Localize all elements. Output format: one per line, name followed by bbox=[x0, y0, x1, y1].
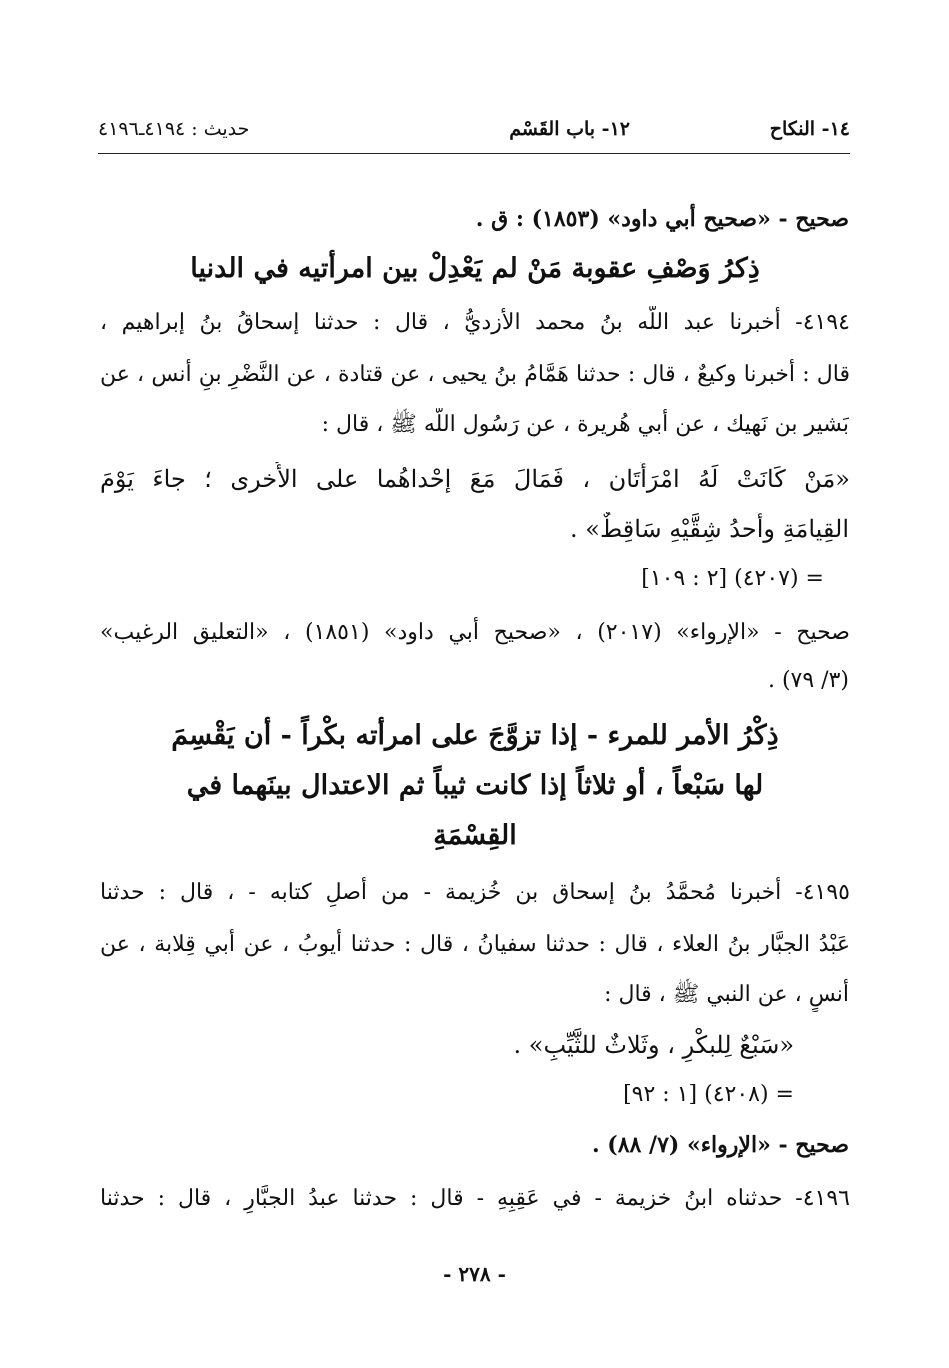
hadith-isnad-line: أنسٍ ، عن النبي ﷺ ، قال : bbox=[604, 982, 849, 1007]
hadith-isnad-line: ٤١٩٤- أخبرنا عبد اللَّه بنُ محمد الأزديُّ ، قال : حدثنا إسحاقُ بنُ إبراهيم ، bbox=[100, 310, 850, 335]
cross-reference: = (٤٢٠٧) [٢ : ١٠٩] bbox=[641, 566, 824, 591]
section-heading: ذِكْرُ الأمر للمرء - إذا تزوَّجَ على امرأته بكْراً - أن يَقْسِمَ bbox=[171, 720, 779, 751]
running-header bbox=[98, 118, 850, 150]
hadith-isnad-line: بَشير بن نَهيك ، عن أبي هُريرة ، عن رَسُول اللَّه ﷺ ، قال : bbox=[321, 412, 849, 437]
header-hadith-range: حديث : ٤١٩٤ـ٤١٩٦ bbox=[98, 118, 250, 140]
section-heading: ذِكرُ وَصْفِ عقوبة مَنْ لم يَعْدِلْ بين امرأتيه في الدنيا bbox=[190, 253, 760, 284]
hadith-isnad-line: قال : أخبرنا وكيعٌ ، قال : حدثنا هَمَّامُ بنُ يحيى ، عن قتادة ، عن النَّضْرِ بنِ أنس ، عن bbox=[100, 362, 850, 387]
hadith-matn-line: القِيامَةِ وأَحدُ شِقَّيْهِ سَاقِطٌ» . bbox=[570, 515, 849, 543]
header-book-title: ١٤- النكاح bbox=[769, 118, 850, 140]
header-divider bbox=[98, 153, 850, 154]
page-number: - ٢٧٨ - bbox=[443, 1262, 506, 1286]
grading-line: صحيح - «صحيح أبي داود» (١٨٥٣) : ق . bbox=[475, 206, 849, 232]
header-chapter-title: ١٢- باب القَسْم bbox=[509, 118, 630, 140]
hadith-isnad-line: ٤١٩٥- أخبرنا مُحمَّدُ بنُ إسحاق بن خُزيمة - من أصلِ كتابه - ، قال : حدثنا bbox=[100, 880, 850, 905]
hadith-isnad-line: ٤١٩٦- حدثناه ابنُ خزيمة - في عَقِبِهِ - قال : حدثنا عبدُ الجبَّارِ ، قال : حدثنا bbox=[100, 1186, 850, 1211]
section-heading: لها سَبْعاً ، أو ثلاثاً إذا كانت ثيباً ثم الاعتدال بينَهما في bbox=[186, 770, 764, 801]
hadith-matn-line: «مَنْ كَانَتْ لَهُ امْرَأَتَان ، فَمَالَ مَعَ إحْداهُما على الأُخرى ؛ جاءَ يَوْمَ bbox=[100, 465, 850, 493]
grading-line: صحيح - «الإرواء» (٧/ ٨٨) . bbox=[591, 1132, 849, 1158]
hadith-isnad-line: عَبْدُ الجبَّار بنُ العلاء ، قال : حدثنا سفيانُ ، قال : حدثنا أيوبُ ، عن أبي قِلابة ، عن bbox=[100, 932, 850, 957]
section-heading: القِسْمَةِ bbox=[433, 820, 517, 851]
hadith-matn-line: «سَبْعٌ لِلبكْرِ ، وثَلاثٌ للثَّيِّبِ» . bbox=[513, 1031, 794, 1059]
cross-reference: = (٤٢٠٨) [١ : ٩٢] bbox=[623, 1082, 794, 1107]
grading-line: (٣/ ٧٩) . bbox=[767, 668, 849, 693]
grading-line: صحيح - «الإرواء» (٢٠١٧) ، «صحيح أبي داود» (١٨٥١) ، «التعليق الرغيب» bbox=[100, 620, 850, 645]
